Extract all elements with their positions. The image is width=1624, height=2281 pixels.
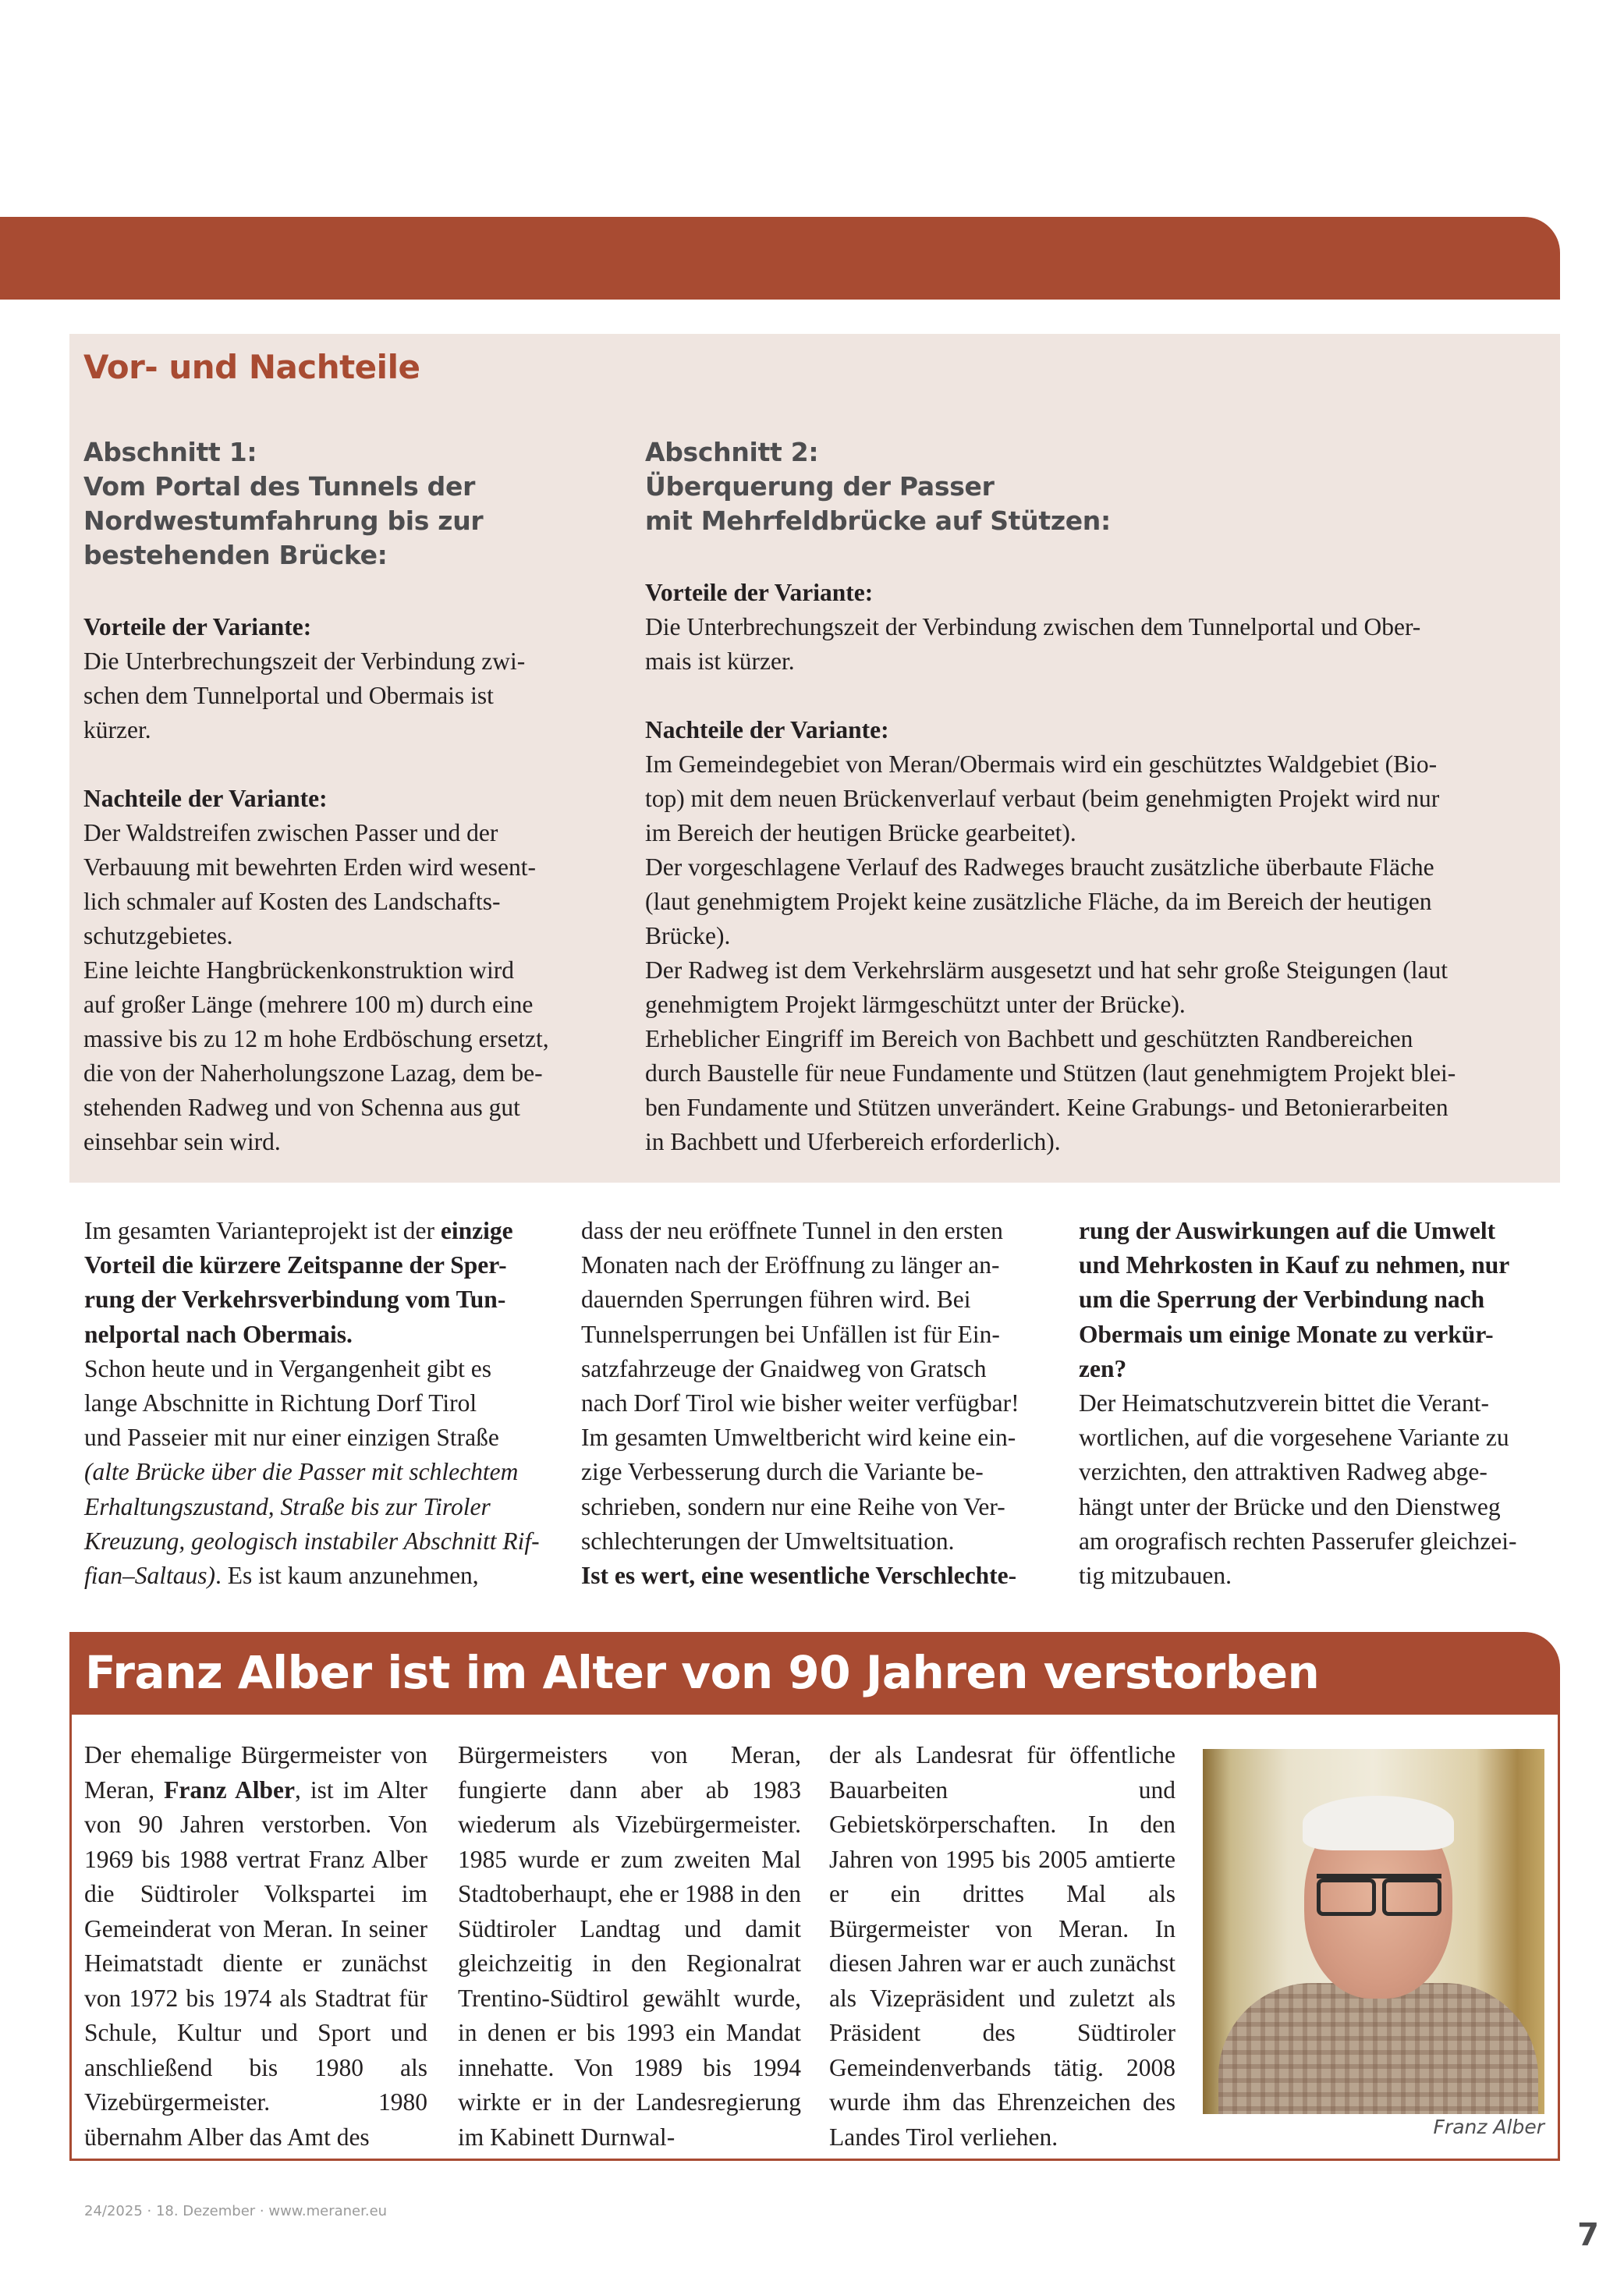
section-2-cons-line: im Bereich der heutigen Brücke gearbeitet). — [645, 819, 1076, 846]
header-band — [0, 217, 1560, 300]
section-2-pros-line: Die Unterbrechungszeit der Verbindung zwischen dem Tunnelportal und Ober- — [645, 613, 1421, 640]
article-column-1: Im gesamten Varianteprojekt ist der einzige Vorteil die kürzere Zeitspanne der Sper- rung der Verkehrsverbindung vom Tun- nelportal nach Obermais. Schon heute und in Vergangenheit gibt es lange Abschnitte in Richtung Dorf Tirol und Passeier mit nur einer einzigen Straße (alte Brücke über die Passer mit schlechtem Erhaltungszustand, Straße bis zur Tiroler Kreuzung, geologisch instabiler Abschnitt Rif- fian–Saltaus). Es ist kaum anzunehmen, — [84, 1217, 540, 1590]
section-1-heading: Abschnitt 1: Vom Portal des Tunnels der Nordwestumfahrung bis zur bestehenden Brücke: — [83, 437, 484, 570]
section-2-column — [645, 435, 1550, 1159]
obituary-header — [69, 1632, 1560, 1715]
section-2-heading: Abschnitt 2: Überquerung der Passer mit Mehrfeldbrücke auf Stützen: — [645, 437, 1111, 536]
section-1-cons-line: Der Waldstreifen zwischen Passer und der — [83, 819, 498, 846]
section-2-cons-line: ben Fundamente und Stützen unverändert. Keine Grabungs- und Betonierarbeiten — [645, 1094, 1448, 1121]
section-2-cons-line: (laut genehmigtem Projekt keine zusätzliche Fläche, da im Bereich der heutigen — [645, 888, 1432, 915]
section-1-cons-line: massive bis zu 12 m hohe Erdböschung ersetzt, — [83, 1025, 549, 1052]
pros-cons-title: Vor- und Nachteile — [83, 348, 420, 386]
section-1-cons-line: Eine leichte Hangbrückenkonstruktion wird — [83, 956, 514, 984]
section-2-cons-line: Der Radweg ist dem Verkehrslärm ausgesetzt und hat sehr große Steigungen (laut — [645, 956, 1448, 984]
section-1-pros-line: kürzer. — [83, 716, 151, 743]
article-column-3: rung der Auswirkungen auf die Umwelt und Mehrkosten in Kauf zu nehmen, nur um die Sperrung der Verbindung nach Obermais um einige Monate zu verkür- zen? Der Heimatschutzverein bittet die Verant- wortlichen, auf die vorgesehene Variante zu verzichten, den attraktiven Radweg abge- hängt unter der Brücke und den Dienstweg am orografisch rechten Passerufer gleichzei- tig mitzubauen. — [1079, 1217, 1517, 1590]
section-1-column — [83, 435, 583, 1159]
pros-cons-box — [69, 334, 1560, 1183]
obituary-title: Franz Alber ist im Alter von 90 Jahren verstorben — [85, 1646, 1320, 1699]
section-1-cons-line: stehenden Radweg und von Schenna aus gut — [83, 1094, 520, 1121]
portrait-glasses — [1317, 1874, 1441, 1905]
portrait-photo — [1203, 1749, 1544, 2114]
footer-issue: 24/2025 · 18. Dezember · www.meraner.eu — [84, 2203, 388, 2219]
section-2-cons-line: in Bachbett und Uferbereich erforderlich). — [645, 1128, 1061, 1155]
section-2-cons-line: Erheblicher Eingriff im Bereich von Bachbett und geschützten Randbereichen — [645, 1025, 1413, 1052]
section-2-pros-label: Vorteile der Variante: — [645, 579, 874, 606]
portrait-hair — [1303, 1796, 1454, 1850]
section-1-cons-line: die von der Naherholungszone Lazag, dem be- — [83, 1059, 543, 1087]
section-1-cons-line: auf großer Länge (mehrere 100 m) durch eine — [83, 991, 534, 1018]
section-2-cons-label: Nachteile der Variante: — [645, 716, 889, 743]
obituary-column-1: Der ehemalige Bürgermeister von Meran, Franz Alber, ist im Alter von 90 Jahren verstorben. Von 1969 bis 1988 vertrat Franz Alber die Südtiroler Volkspartei im Gemeinderat von Meran. In seiner Heimatstadt diente er zunächst von 1972 bis 1974 als Stadtrat für Schule, Kultur und Sport und anschließend bis 1980 als Vizebürgermeister. 1980 übernahm Alber das Amt des — [84, 1741, 427, 2151]
section-1-pros-label: Vorteile der Variante: — [83, 613, 312, 640]
section-1-cons-line: schutzgebietes. — [83, 922, 233, 949]
page-number: 7 — [1577, 2217, 1599, 2253]
section-1-cons-label: Nachteile der Variante: — [83, 785, 328, 812]
section-1-cons-line: lich schmaler auf Kosten des Landschafts- — [83, 888, 501, 915]
section-1-pros-line: Die Unterbrechungszeit der Verbindung zwi- — [83, 647, 526, 675]
section-1-cons-line: Verbauung mit bewehrten Erden wird wesent- — [83, 853, 536, 881]
section-2-cons-line: Im Gemeindegebiet von Meran/Obermais wird ein geschütztes Waldgebiet (Bio- — [645, 750, 1438, 778]
section-2-cons-line: Brücke). — [645, 922, 731, 949]
section-2-cons-line: top) mit dem neuen Brückenverlauf verbaut (beim genehmigten Projekt wird nur — [645, 785, 1440, 812]
section-1-pros-line: schen dem Tunnelportal und Obermais ist — [83, 682, 494, 709]
obituary-name: Franz Alber — [164, 1775, 295, 1804]
section-2-cons-line: Der vorgeschlagene Verlauf des Radweges braucht zusätzliche überbaute Fläche — [645, 853, 1434, 881]
obituary-column-3: der als Landesrat für öffentliche Bauarbeiten und Gebietskörperschaften. In den Jahren von 1995 bis 2005 amtierte er ein drittes Mal als Bürgermeister von Meran. In diesen Jahren war er auch zunächst als Vizepräsident und zuletzt als Präsident des Südtiroler Gemeindenverbands tätig. 2008 wurde ihm das Ehrenzeichen des Landes Tirol verliehen. — [829, 1741, 1175, 2151]
portrait-shirt — [1218, 1983, 1538, 2114]
section-2-pros-line: mais ist kürzer. — [645, 647, 795, 675]
photo-caption: Franz Alber — [1433, 2116, 1544, 2138]
article-column-2: dass der neu eröffnete Tunnel in den ersten Monaten nach der Eröffnung zu länger an- dauernden Sperrungen führen wird. Bei Tunnelsperrungen bei Unfällen ist für Ein- satzfahrzeuge der Gnaidweg von Gratsch nach Dorf Tirol wie bisher weiter verfügbar! Im gesamten Umweltbericht wird keine ein- zige Verbesserung durch die Variante be- schrieben, sondern nur eine Reihe von Ver- schlechterungen der Umweltsituation. Ist es wert, eine wesentliche Verschlechte- — [581, 1217, 1019, 1590]
section-1-cons-line: einsehbar sein wird. — [83, 1128, 281, 1155]
obituary-column-2: Bürgermeisters von Meran, fungierte dann aber ab 1983 wiederum als Vizebürgermeister. 1985 wurde er zum zweiten Mal Stadtoberhaupt, ehe er 1988 in den Südtiroler Landtag und damit gleichzeitig in den Regionalrat Trentino-Südtirol gewählt wurde, in denen er bis 1993 ein Mandat innehatte. Von 1989 bis 1994 wirkte er in der Landesregierung im Kabinett Durnwal- — [458, 1741, 801, 2151]
section-2-cons-line: genehmigtem Projekt lärmgeschützt unter der Brücke). — [645, 991, 1186, 1018]
section-2-cons-line: durch Baustelle für neue Fundamente und Stützen (laut genehmigtem Projekt blei- — [645, 1059, 1456, 1087]
